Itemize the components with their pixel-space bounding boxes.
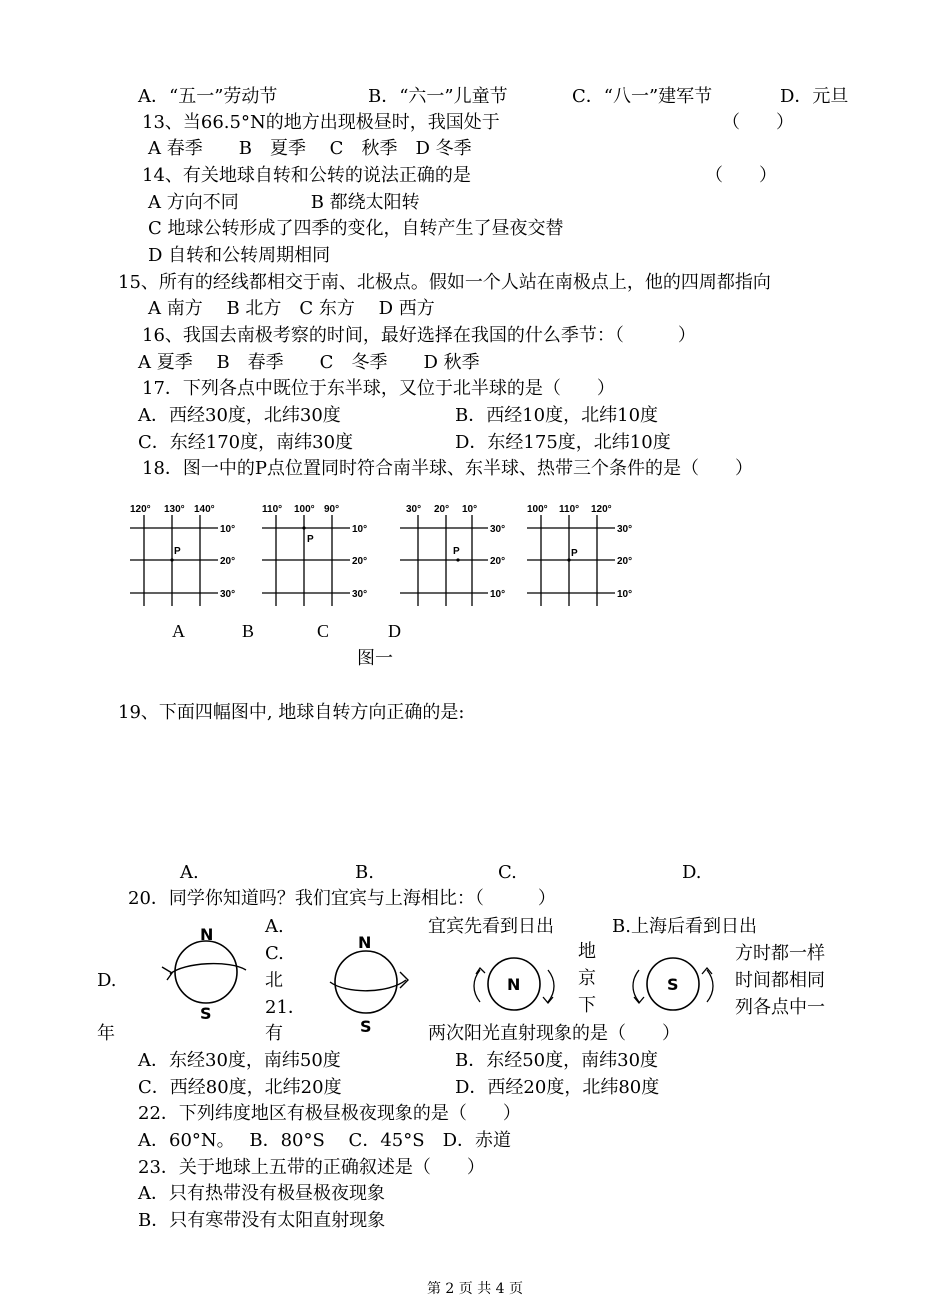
grid-d-lon-3: 120° <box>591 504 612 515</box>
q21-option-b: B．东经50度，南纬30度 <box>455 1050 659 1071</box>
grid-a-lat-3: 30° <box>220 589 236 600</box>
q20-frag-bei: 北 <box>265 970 283 991</box>
q21-option-a: A．东经30度，南纬50度 <box>138 1050 341 1071</box>
q13-stem: 13、当66.5°N的地方出现极昼时，我国处于 <box>142 112 500 133</box>
q14-blank: （ ） <box>705 165 777 186</box>
grid-b-lat-3: 30° <box>352 589 368 600</box>
grid-d <box>525 500 655 612</box>
grid-b-label: B <box>242 621 255 641</box>
globe-d <box>625 946 725 1026</box>
q21-you: 有 <box>265 1023 283 1044</box>
globe-d-south: S <box>667 975 679 994</box>
q15-options: A 南方 B 北方 C 东方 D 西方 <box>148 298 435 319</box>
grid-b-lon-1: 110° <box>262 504 283 515</box>
q22-stem: 22．下列纬度地区有极昼极夜现象的是（ ） <box>138 1103 521 1124</box>
q17-option-a: A．西经30度，北纬30度 <box>138 405 341 426</box>
globe-c-north: N <box>507 975 521 994</box>
grid-d-lat-2: 20° <box>617 556 633 567</box>
grid-d-label: D <box>388 621 401 641</box>
q23-option-a: A．只有热带没有极昼极夜现象 <box>138 1183 385 1204</box>
grid-c-lon-2: 20° <box>434 504 450 515</box>
grid-a-point-p: P <box>174 546 181 557</box>
q14-option-c: C 地球公转形成了四季的变化，自转产生了昼夜交替 <box>148 218 564 239</box>
grid-d-point-p: P <box>571 548 578 559</box>
grid-a-lon-3: 140° <box>194 504 215 515</box>
q12-option-b: B．“六一”儿童节 <box>368 86 508 107</box>
q20-frag-xia: 下 <box>578 995 596 1016</box>
grid-c-lat-2: 20° <box>490 556 506 567</box>
grid-c-lat-3: 10° <box>490 589 506 600</box>
q20-frag-c-text: 方时都一样 <box>735 943 825 964</box>
q20-frag-b: B.上海后看到日出 <box>612 916 757 937</box>
q20-frag-a-text: 宜宾先看到日出 <box>428 916 554 937</box>
q17-option-b: B．西经10度，北纬10度 <box>455 405 659 426</box>
q20-frag-jing: 京 <box>578 968 596 989</box>
q20-frag-a: A. <box>265 916 284 937</box>
globe-a-south: S <box>200 1004 212 1022</box>
q21-num: 21． <box>265 997 306 1018</box>
q19-stem: 19、下面四幅图中, 地球自转方向正确的是: <box>118 702 465 723</box>
grid-c-label: C <box>317 621 330 641</box>
q19-label-b: B. <box>355 862 374 883</box>
grid-b-lon-3: 90° <box>324 504 340 515</box>
grid-b-lon-2: 100° <box>294 504 315 515</box>
q21-option-c: C．西经80度，北纬20度 <box>138 1077 342 1098</box>
grid-a-lat-1: 10° <box>220 524 236 535</box>
q13-options: A 春季 B 夏季 C 秋季 D 冬季 <box>148 138 472 159</box>
q14-stem: 14、有关地球自转和公转的说法正确的是 <box>142 165 471 186</box>
grid-b-lat-1: 10° <box>352 524 368 535</box>
q12-option-d: D．元旦 <box>780 86 849 107</box>
q20-frag-lie: 列各点中一 <box>735 997 825 1018</box>
grid-a-label: A <box>172 621 185 641</box>
figure1-caption: 图一 <box>357 648 393 669</box>
q21-option-d: D．西经20度，北纬80度 <box>455 1077 660 1098</box>
q22-options: A．60°N。 B．80°S C．45°S D．赤道 <box>138 1130 511 1151</box>
globe-b <box>318 932 422 1038</box>
q12-option-c: C．“八一”建军节 <box>572 86 713 107</box>
q20-frag-d: D. <box>97 970 117 991</box>
q23-stem: 23．关于地球上五带的正确叙述是（ ） <box>138 1157 485 1178</box>
q13-blank: （ ） <box>722 112 794 133</box>
q20-frag-d-text: 时间都相同 <box>735 970 825 991</box>
grid-c-lat-1: 30° <box>490 524 506 535</box>
grid-d-lat-3: 10° <box>617 589 633 600</box>
grid-b <box>260 500 390 612</box>
grid-c <box>398 500 528 612</box>
q20-stem: 20．同学你知道吗？我们宜宾与上海相比：（ ） <box>128 888 556 909</box>
grid-a-lat-2: 20° <box>220 556 236 567</box>
grid-c-lon-3: 10° <box>462 504 478 515</box>
q17-option-d: D．东经175度，北纬10度 <box>455 432 671 453</box>
q15-stem: 15、所有的经线都相交于南、北极点。假如一个人站在南极点上，他的四周都指向 <box>118 272 771 293</box>
q17-option-c: C．东经170度，南纬30度 <box>138 432 354 453</box>
q12-option-a: A．“五一”劳动节 <box>138 86 278 107</box>
globe-a-north: N <box>200 925 214 944</box>
grid-d-lat-1: 30° <box>617 524 633 535</box>
grid-d-lon-1: 100° <box>527 504 548 515</box>
grid-b-point-p: P <box>307 534 314 545</box>
globe-c <box>466 946 566 1026</box>
globe-a <box>154 922 258 1022</box>
q19-label-a: A. <box>180 862 199 883</box>
globe-b-south: S <box>360 1017 372 1036</box>
q16-options: A 夏季 B 春季 C 冬季 D 秋季 <box>138 352 480 373</box>
q21-stem: 两次阳光直射现象的是（ ） <box>428 1023 680 1044</box>
q21-nian: 年 <box>97 1023 115 1044</box>
grid-c-lon-1: 30° <box>406 504 422 515</box>
grid-a-lon-2: 130° <box>164 504 185 515</box>
page-footer: 第 2 页 共 4 页 <box>426 1281 524 1297</box>
grid-c-point-p: P <box>453 546 460 557</box>
q16-stem: 16、我国去南极考察的时间，最好选择在我国的什么季节：（ ） <box>142 325 696 346</box>
grid-a <box>128 500 258 612</box>
globe-b-north: N <box>358 933 372 952</box>
q19-label-c: C. <box>498 862 517 883</box>
q23-option-b: B．只有寒带没有太阳直射现象 <box>138 1210 386 1231</box>
q14-option-d: D 自转和公转周期相同 <box>148 245 331 266</box>
q14-options-ab: A 方向不同 B 都绕太阳转 <box>148 192 420 213</box>
grid-d-lon-2: 110° <box>559 504 580 515</box>
grid-a-lon-1: 120° <box>130 504 151 515</box>
q17-stem: 17．下列各点中既位于东半球，又位于北半球的是（ ） <box>142 378 615 399</box>
grid-b-lat-2: 20° <box>352 556 368 567</box>
q19-label-d: D. <box>682 862 702 883</box>
q20-frag-c: C. <box>265 943 284 964</box>
q18-stem: 18．图一中的P点位置同时符合南半球、东半球、热带三个条件的是（ ） <box>142 458 754 479</box>
q20-frag-di: 地 <box>578 941 596 962</box>
